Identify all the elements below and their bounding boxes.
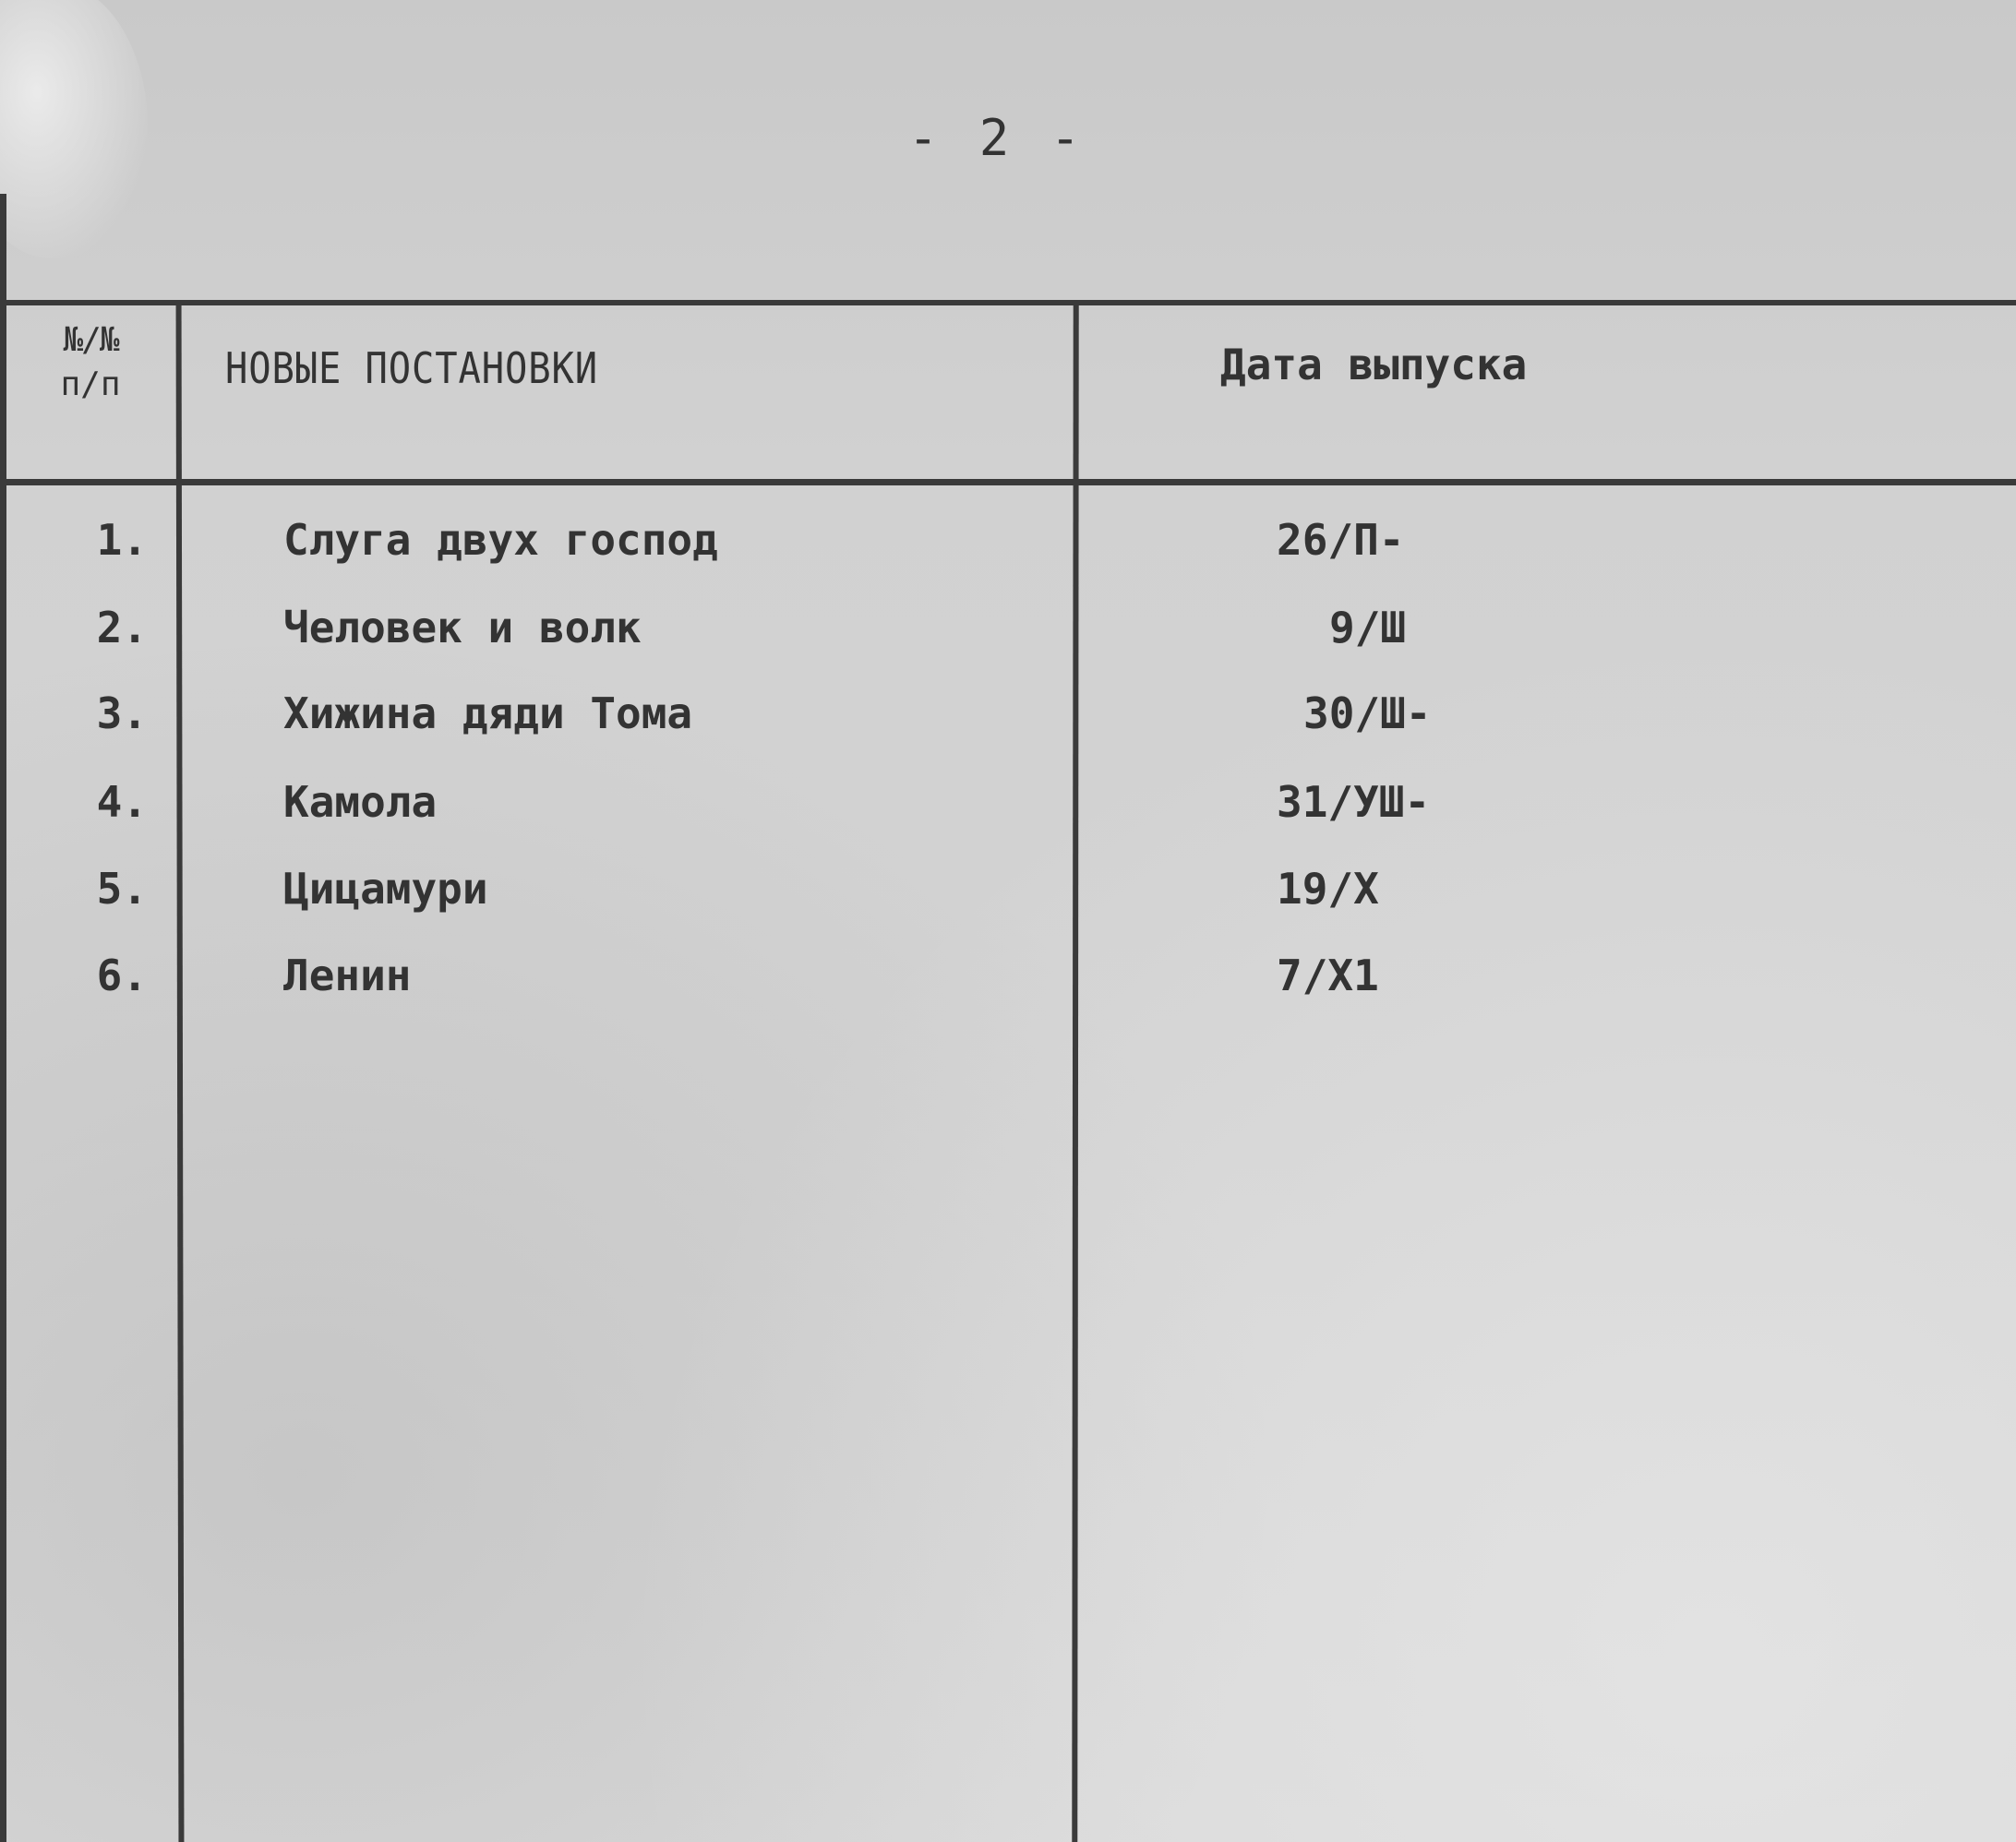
header-number-line2: п/п <box>60 365 121 403</box>
header-number <box>35 318 146 407</box>
header-date: Дата выпуска <box>1220 340 1528 389</box>
table-row <box>0 496 2016 583</box>
row-date: 7/Х1 <box>1277 951 1379 1000</box>
row-title: Цицамури <box>283 864 488 914</box>
table-header-rule <box>0 479 2016 485</box>
row-date: 26/П- <box>1277 515 1405 565</box>
row-number: 6. <box>96 951 148 1000</box>
row-number: 3. <box>96 688 148 738</box>
paper-stain <box>0 0 148 258</box>
row-date: 19/Х <box>1277 864 1379 914</box>
table-row <box>0 845 2016 932</box>
table-row <box>0 932 2016 1019</box>
row-title: Человек и волк <box>283 603 642 652</box>
table-top-rule <box>0 300 2016 305</box>
table-row <box>0 670 2016 757</box>
row-title: Хижина дяди Тома <box>283 688 693 738</box>
header-number-line1: №/№ <box>63 321 118 359</box>
row-number: 4. <box>96 777 148 827</box>
page-number: - 2 - <box>907 109 1086 167</box>
table-row <box>0 584 2016 671</box>
header-title: НОВЫЕ ПОСТАНОВКИ <box>225 343 599 393</box>
row-date: 31/УШ- <box>1277 777 1431 827</box>
row-title: Камола <box>283 777 438 827</box>
table-row <box>0 759 2016 845</box>
row-number: 5. <box>96 864 148 914</box>
row-title: Ленин <box>283 951 412 1000</box>
row-date: 30/Ш- <box>1303 688 1432 738</box>
row-date: 9/Ш <box>1329 603 1407 652</box>
row-number: 2. <box>96 603 148 652</box>
row-number: 1. <box>96 515 148 565</box>
row-title: Слуга двух господ <box>283 515 718 565</box>
